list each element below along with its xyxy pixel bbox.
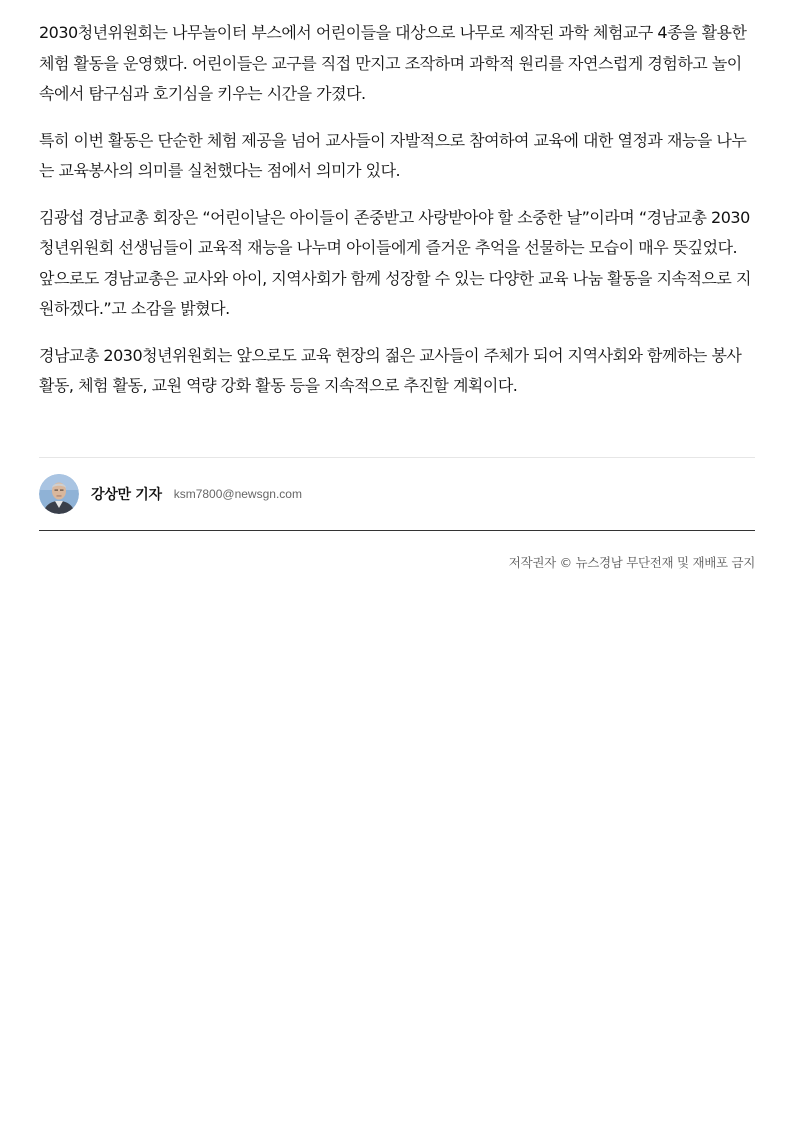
byline-top-divider <box>39 457 755 458</box>
footer-divider <box>39 530 755 531</box>
reporter-avatar-icon[interactable] <box>39 474 79 514</box>
article-paragraph: 경남교총 2030청년위원회는 앞으로도 교육 현장의 젊은 교사들이 주체가 되어 지역사회와 함께하는 봉사활동, 체험 활동, 교원 역량 강화 활동 등을 지속적으로 추진할 계획이다. <box>39 345 742 395</box>
article-paragraph: 김광섭 경남교총 회장은 “어린이날은 아이들이 존중받고 사랑받아야 할 소중한 날”이라며 “경남교총 2030청년위원회 선생님들이 교육적 재능을 나누며 아이들에게 즐거운 추억을 선물하는 모습이 매우 뜻깊었다. 앞으로도 경남교총은 교사와 아이, 지역사회가 함께 성장할 수 있는 다양한 교육 나눔 활동을 지속적으로 지원하겠다.”고 소감을 밝혔다. <box>39 207 751 318</box>
copyright-notice: 저작권자 © 뉴스경남 무단전재 및 재배포 금지 <box>508 555 755 570</box>
article-body <box>39 18 755 418</box>
reporter-name[interactable]: 강상만 기자 <box>91 487 162 503</box>
article-paragraph: 2030청년위원회는 나무놀이터 부스에서 어린이들을 대상으로 나무로 제작된 과학 체험교구 4종을 활용한 체험 활동을 운영했다. 어린이들은 교구를 직접 만지고 조작하며 과학적 원리를 자연스럽게 경험하고 놀이 속에서 탐구심과 호기심을 키우는 시간을 가졌다. <box>39 23 747 103</box>
article-paragraph: 특히 이번 활동은 단순한 체험 제공을 넘어 교사들이 자발적으로 참여하여 교육에 대한 열정과 재능을 나누는 교육봉사의 의미를 실천했다는 점에서 의미가 있다. <box>39 130 747 180</box>
reporter-email[interactable]: ksm7800@newsgn.com <box>173 487 302 501</box>
reporter-byline <box>39 473 302 515</box>
